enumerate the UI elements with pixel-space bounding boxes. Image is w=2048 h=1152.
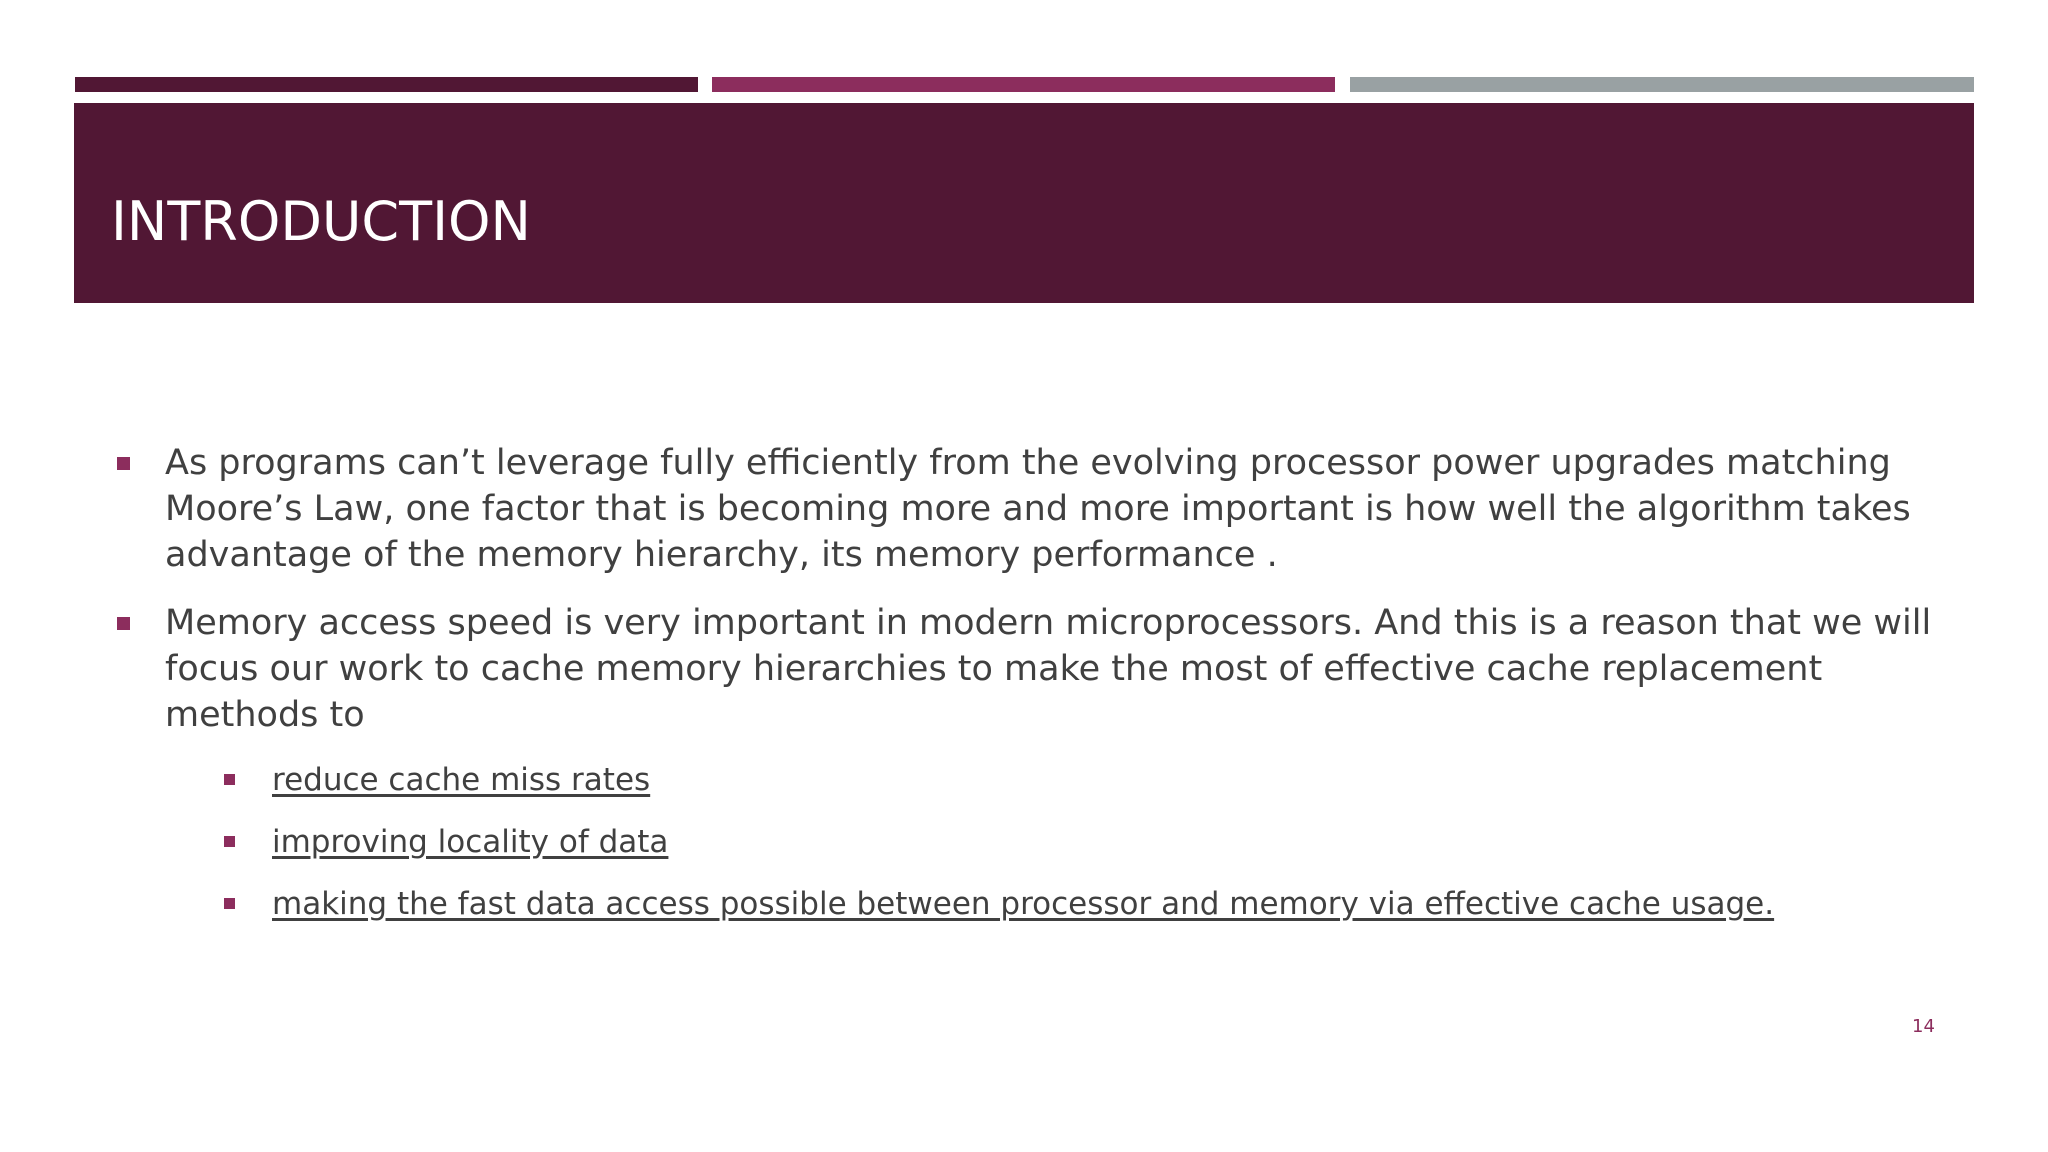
content-area — [112, 440, 1942, 946]
square-bullet-icon — [117, 457, 130, 470]
title-band — [74, 103, 1974, 303]
accent-bar-gray — [1350, 77, 1974, 92]
square-bullet-icon — [224, 774, 235, 785]
sub-bullet-text: improving locality of data — [272, 824, 669, 860]
sub-bullet-item — [165, 884, 1942, 924]
sub-bullet-item — [165, 760, 1942, 800]
sub-bullet-text: making the fast data access possible between processor and memory via effective cache usage. — [272, 886, 1775, 922]
square-bullet-icon — [117, 617, 130, 630]
bullet-item — [112, 440, 1942, 578]
sub-bullet-list — [165, 760, 1942, 924]
bullet-item — [112, 600, 1942, 924]
accent-bar-magenta — [712, 77, 1335, 92]
bullet-text: As programs can’t leverage fully efficiently from the evolving processor power upgrades matching Moore’s Law, one factor that is becoming more and more important is how well the algorithm takes advantage of the memory hierarchy, its memory performance . — [165, 443, 1911, 575]
accent-bar-dark — [75, 77, 698, 92]
bullet-list — [112, 440, 1942, 924]
square-bullet-icon — [224, 836, 235, 847]
square-bullet-icon — [224, 898, 235, 909]
page-number: 14 — [1912, 1016, 1935, 1037]
sub-bullet-text: reduce cache miss rates — [272, 762, 651, 798]
slide-title: INTRODUCTION — [111, 190, 531, 253]
bullet-text: Memory access speed is very important in modern microprocessors. And this is a reason that we will focus our work to cache memory hierarchies to make the most of effective cache replacement methods to — [165, 603, 1932, 735]
sub-bullet-item — [165, 822, 1942, 862]
